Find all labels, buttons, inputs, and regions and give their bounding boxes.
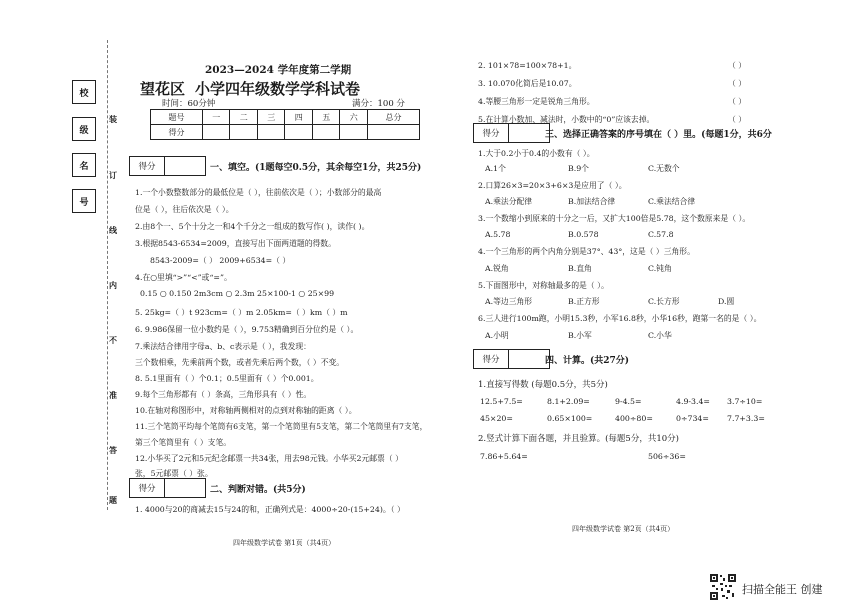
section-score-box xyxy=(129,156,206,176)
score-header-cell: 题号 xyxy=(151,110,203,125)
score-row-label: 得分 xyxy=(151,125,203,140)
choice-option: C.长方形 xyxy=(648,297,680,306)
choice-question: 6.三人进行100m跑，小明15.3秒，小军16.8秒，小华16秒，跑第一名的是（ ）。 xyxy=(478,314,762,323)
calc-item: 7.86+5.64= xyxy=(480,452,528,461)
question-line: 10.在轴对称图形中，对称轴两侧相对的点到对称轴的距离（ ）。 xyxy=(135,406,357,415)
choice-question: 4.一个三角形的两个内角分别是37°、43°，这是（ ）三角形。 xyxy=(478,247,695,256)
score-cell[interactable] xyxy=(230,125,258,140)
choice-option: C.小华 xyxy=(648,331,672,340)
question-line: 1. 4000与20的商减去15与24的和，正确列式是：4000÷20-(15+24)。（ ） xyxy=(135,505,405,514)
tf-answer-blank[interactable]: （ ） xyxy=(728,61,747,70)
binding-char: 题 xyxy=(109,495,117,505)
exam-time: 时间：60分钟 xyxy=(162,99,216,109)
section-heading-true-false: 二、判断对错。(共5分) xyxy=(210,485,306,495)
margin-box-number: 号 xyxy=(72,189,96,213)
score-cell[interactable] xyxy=(367,125,419,140)
question-line: 5. 25kg=（ ）t 923cm=（ ）m 2.05km=（ ）km（ ）m xyxy=(135,308,348,317)
calc-subheading: 1.直接写得数 (每题0.5分，共5分) xyxy=(478,380,608,390)
calc-item: 506÷36= xyxy=(648,452,686,461)
section-heading-fill-blank: 一、填空。(1题每空0.5分，其余每空1分，共25分) xyxy=(210,163,422,173)
full-score: 满分：100 分 xyxy=(352,99,405,109)
page-footer-1: 四年级数学试卷 第1页（共4页） xyxy=(233,539,336,547)
calc-item: 7.7+3.3= xyxy=(727,414,765,423)
section-score-box xyxy=(473,123,550,143)
question-line: 第三个笔筒里有（ ）支笔。 xyxy=(135,438,232,447)
score-header-cell: 二 xyxy=(230,110,258,125)
margin-box-school: 校 xyxy=(72,80,96,104)
tf-answer-blank[interactable]: （ ） xyxy=(728,115,747,124)
binding-char: 线 xyxy=(109,225,117,235)
score-cell[interactable] xyxy=(285,125,313,140)
calc-item: 0.65×100= xyxy=(547,414,593,423)
choice-option: B.直角 xyxy=(568,264,592,273)
choice-option: A.1个 xyxy=(485,164,506,173)
calc-item: 3.7÷10= xyxy=(727,397,763,406)
score-header-cell: 四 xyxy=(285,110,313,125)
calc-item: 9-4.5= xyxy=(615,397,642,406)
score-cell[interactable] xyxy=(202,125,230,140)
calc-item: 4.9-3.4= xyxy=(676,397,710,406)
choice-option: A.等边三角形 xyxy=(485,297,533,306)
question-line: 12.小华买了2元和5元纪念邮票一共34张，用去98元钱。小华买2元邮票（ ） xyxy=(135,454,403,463)
question-line: 9.每个三角形都有（ ）条高，三角形具有（ ）性。 xyxy=(135,390,312,399)
score-label: 得分 xyxy=(130,157,165,175)
choice-option: C.乘法结合律 xyxy=(648,197,696,206)
question-line: 8. 5.1里面有（ ）个0.1；0.5里面有（ ）个0.001。 xyxy=(135,374,319,383)
section-heading-choice: 三、选择正确答案的序号填在（ ）里。(每题1分，共6分 xyxy=(545,130,772,140)
tf-answer-blank[interactable]: （ ） xyxy=(728,79,747,88)
question-line: 3.根据8543-6534=2009，直接写出下面两道题的得数。 xyxy=(135,239,336,248)
binding-char: 答 xyxy=(109,445,117,455)
question-line: 11.三个笔筒平均每个笔筒有6支笔，第一个笔筒里有5支笔，第二个笔筒里有7支笔， xyxy=(135,422,428,431)
question-line: 6. 9.986保留一位小数约是（ ），9.753精确到百分位约是（ ）。 xyxy=(135,325,359,334)
score-table-header-row xyxy=(151,110,420,125)
watermark-text: 扫描全能王 创建 xyxy=(742,583,823,596)
margin-box-class: 级 xyxy=(72,117,96,141)
question-line: 位是（ ），往后依次是（ ）。 xyxy=(135,205,234,214)
score-label: 得分 xyxy=(474,350,509,368)
calc-item: 0÷734= xyxy=(676,414,709,423)
tf-question: 5.在计算小数加、减法时，小数中的“0”应该去掉。 xyxy=(478,115,655,124)
question-line: 7.乘法结合律用字母a、b、c表示是（ ），我发现： xyxy=(135,342,311,351)
question-line: 1.一个小数整数部分的最低位是（ ），往前依次是（ ）；小数部分的最高 xyxy=(135,188,382,197)
qr-code-icon xyxy=(709,573,737,601)
page-footer-2: 四年级数学试卷 第2页（共4页） xyxy=(572,525,675,533)
choice-option: B.加法结合律 xyxy=(568,197,616,206)
question-line: 张，5元邮票（ ）张。 xyxy=(135,469,213,478)
calc-item: 45×20= xyxy=(480,414,513,423)
section-score-box xyxy=(129,478,206,498)
score-header-cell: 一 xyxy=(202,110,230,125)
choice-option: A.5.78 xyxy=(485,230,511,239)
calc-item: 8.1+2.09= xyxy=(547,397,590,406)
choice-option: C.57.8 xyxy=(648,230,674,239)
choice-option: C.无数个 xyxy=(648,164,680,173)
margin-box-name: 名 xyxy=(72,153,96,177)
question-line: 8543-2009=（ ） 2009+6534=（ ） xyxy=(150,256,291,265)
calc-item: 12.5+7.5= xyxy=(480,397,523,406)
score-label: 得分 xyxy=(130,479,165,497)
choice-option: B.0.578 xyxy=(568,230,599,239)
choice-option: C.钝角 xyxy=(648,264,672,273)
section-score-box xyxy=(473,349,550,369)
year-line: 2023—2024 学年度第二学期 xyxy=(205,64,352,76)
section-heading-calculation: 四、计算。(共27分) xyxy=(545,356,630,366)
tf-answer-blank[interactable]: （ ） xyxy=(728,97,747,106)
score-header-cell: 总分 xyxy=(367,110,419,125)
page-title: 小学四年级数学学科试卷 xyxy=(195,80,361,98)
choice-option: B.正方形 xyxy=(568,297,600,306)
choice-option: B.小军 xyxy=(568,331,592,340)
score-header-cell: 六 xyxy=(340,110,368,125)
district-name: 望花区 xyxy=(140,80,186,98)
binding-char: 订 xyxy=(109,170,117,180)
choice-question: 1.大于0.2小于0.4的小数有（ ）。 xyxy=(478,149,595,158)
score-cell[interactable] xyxy=(340,125,368,140)
binding-line xyxy=(107,40,108,510)
score-table-score-row xyxy=(151,125,420,140)
score-label: 得分 xyxy=(474,124,509,142)
choice-question: 3.一个数缩小到原来的十分之一后，又扩大100倍是5.78，这个数原来是（ ）。 xyxy=(478,214,751,223)
score-blank[interactable] xyxy=(509,350,549,368)
question-line: 4.在○里填“>”“<”或“=”。 xyxy=(135,273,232,282)
score-header-cell: 五 xyxy=(312,110,340,125)
score-blank[interactable] xyxy=(165,157,205,175)
question-line: 2.由8个一、5个十分之一和4个千分之一组成的数写作( )，读作( )。 xyxy=(135,222,370,231)
score-blank[interactable] xyxy=(165,479,205,497)
binding-char: 不 xyxy=(109,335,117,345)
score-table xyxy=(150,109,420,140)
score-blank[interactable] xyxy=(509,124,549,142)
choice-question: 5.下面图形中，对称轴最多的是（ ）。 xyxy=(478,281,609,290)
choice-option: A.乘法分配律 xyxy=(485,197,533,206)
choice-question: 2.口算26×3=20×3+6×3是应用了（ ）。 xyxy=(478,181,627,190)
question-line: 三个数相乘，先乘前两个数，或者先乘后两个数，（ ）不变。 xyxy=(135,358,345,367)
choice-option: B.9个 xyxy=(568,164,589,173)
binding-char: 准 xyxy=(109,390,117,400)
tf-question: 2. 101×78=100×78+1。 xyxy=(478,61,577,70)
choice-option: A.小明 xyxy=(485,331,509,340)
calc-subheading: 2.竖式计算下面各题，并且验算。(每题5分，共10分) xyxy=(478,434,679,444)
tf-question: 4.等腰三角形一定是锐角三角形。 xyxy=(478,97,595,106)
choice-option: A.锐角 xyxy=(485,264,509,273)
binding-char: 装 xyxy=(109,114,117,124)
choice-option: D.圆 xyxy=(718,297,735,306)
score-cell[interactable] xyxy=(257,125,285,140)
score-cell[interactable] xyxy=(312,125,340,140)
calc-item: 400÷80= xyxy=(615,414,653,423)
score-header-cell: 三 xyxy=(257,110,285,125)
question-line: 0.15 ○ 0.150 2m3cm ○ 2.3m 25×100-1 ○ 25×99 xyxy=(140,289,335,298)
binding-char: 内 xyxy=(109,280,117,290)
tf-question: 3. 10.070化简后是10.07。 xyxy=(478,79,577,88)
